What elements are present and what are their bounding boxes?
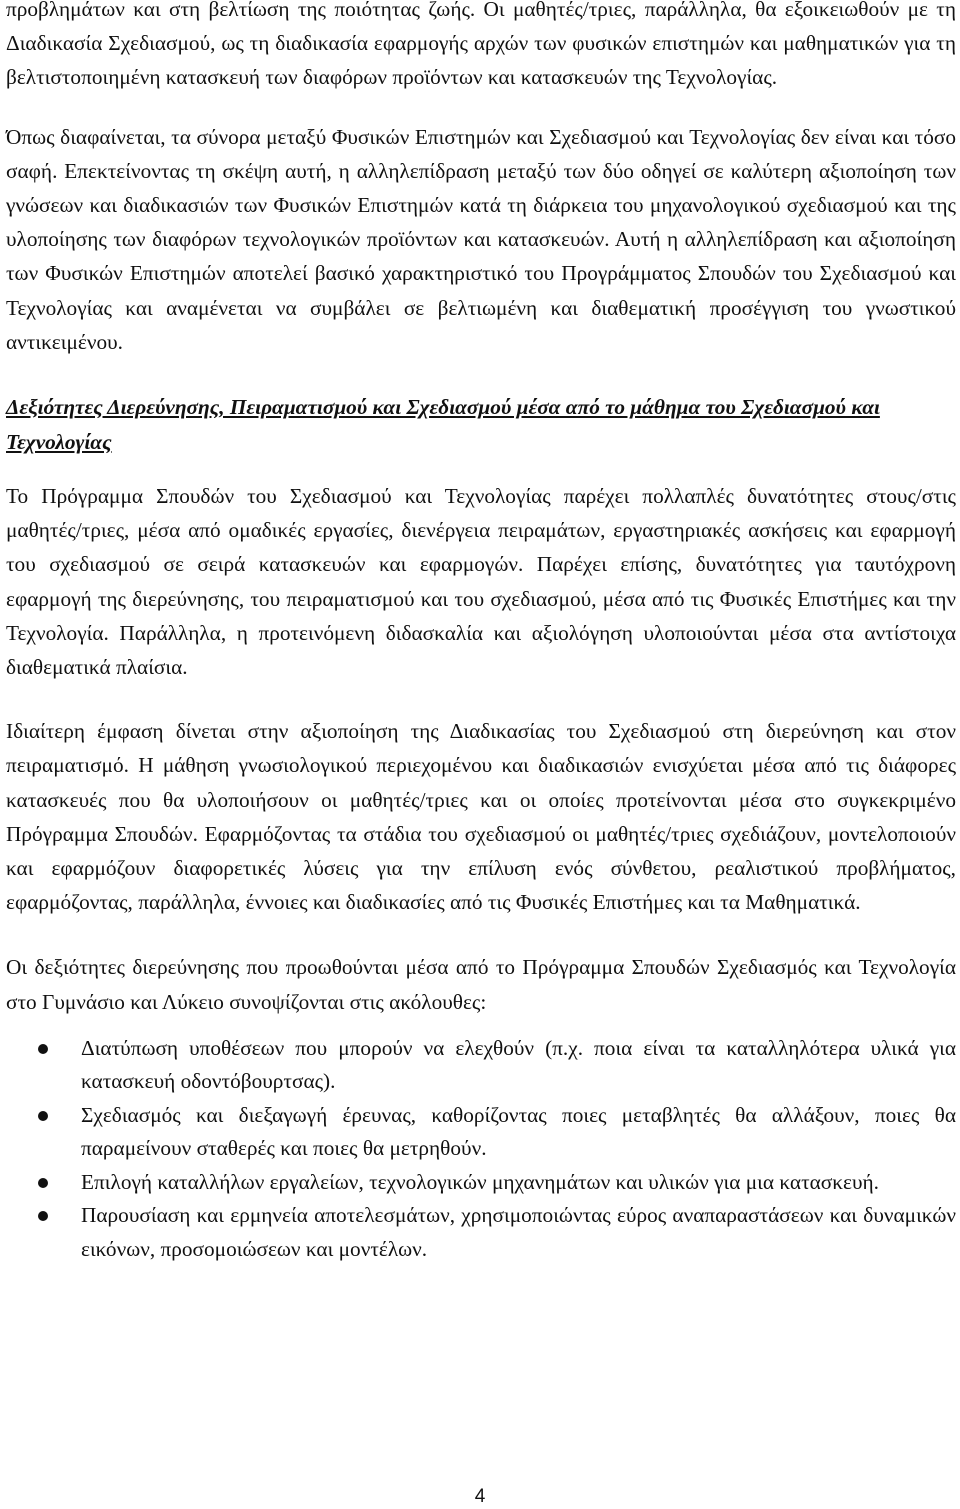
- list-item: [6, 1166, 956, 1200]
- section-heading: Δεξιότητες Διερεύνησης, Πειραματισμού και Σχεδιασμού μέσα από το μάθημα του Σχεδιασμού και Τεχνολογίας: [6, 395, 880, 455]
- section-paragraph-1: Το Πρόγραμμα Σπουδών του Σχεδιασμού και Τεχνολογίας παρέχει πολλαπλές δυνατότητες στους/στις μαθητές/τριες, μέσα από ομαδικές εργασίες, διενέργεια πειραμάτων, εργαστηριακές ασκήσεις και εφαρμογή του σχεδιασμού σε σειρά κατασκευών και εφαρμογών. Παρέχει επίσης, δυνατότητες για ταυτόχρονη εφαρμογή της διερεύνησης, του πειραματισμού και του σχεδιασμού, μέσα από τις Φυσικές Επιστήμες και την Τεχνολογία. Παράλληλα, η προτεινόμενη διδασκαλία και αξιολόγηση υλοποιούνται μέσα στα αντίστοιχα διαθεματικά πλαίσια.: [6, 484, 956, 680]
- bullet-dot-icon: [38, 1178, 48, 1188]
- section-paragraph-2: Ιδιαίτερη έμφαση δίνεται στην αξιοποίηση της Διαδικασίας του Σχεδιασμού στη διερεύνηση και στον πειραματισμό. Η μάθηση γνωσιολογικού περιεχομένου και διαδικασιών ενισχύεται μέσα από τις διάφορες κατασκευές που θα υλοποιήσουν οι μαθητές/τριες και οι οποίες προτείνονται μέσα στο συγκεκριμένο Πρόγραμμα Σπουδών. Εφαρμόζοντας τα στάδια του σχεδιασμού οι μαθητές/τριες σχεδιάζουν, μοντελοποιούν και εφαρμόζουν διαφορετικές λύσεις για την επίλυση ενός σύνθετου, ρεαλιστικού προβλήματος, εφαρμόζοντας, παράλληλα, έννοιες και διαδικασίες από τις Φυσικές Επιστήμες και τα Μαθηματικά.: [6, 719, 956, 915]
- list-item-text: Παρουσίαση και ερμηνεία αποτελεσμάτων, χρησιμοποιώντας εύρος αναπαραστάσεων και δυναμικών εικόνων, προσομοιώσεων και μοντέλων.: [81, 1203, 956, 1261]
- bullet-dot-icon: [38, 1211, 48, 1221]
- section-paragraph-3: Οι δεξιότητες διερεύνησης που προωθούνται μέσα από το Πρόγραμμα Σπουδών Σχεδιασμός και Τεχνολογία στο Γυμνάσιο και Λύκειο συνοψίζονται στις ακόλουθες:: [6, 955, 956, 1014]
- list-item: [6, 1099, 956, 1166]
- list-item-text: Διατύπωση υποθέσεων που μπορούν να ελεχθούν (π.χ. ποια είναι τα καταλληλότερα υλικά για κατασκευή οδοντόβουρτσας).: [81, 1035, 956, 1094]
- body-paragraph-1: προβλημάτων και στη βελτίωση της ποιότητας ζωής. Οι μαθητές/τριες, παράλληλα, θα εξοικειωθούν με τη Διαδικασία Σχεδιασμού, ως τη διαδικασία εφαρμογής αρχών των φυσικών επιστημών και μαθηματικών για τη βελτιστοποιημένη κατασκευή των διαφόρων προϊόντων και κατασκευών της Τεχνολογίας.: [6, 0, 956, 90]
- page-number: 4: [474, 1486, 486, 1507]
- list-item-text: Επιλογή καταλλήλων εργαλείων, τεχνολογικών μηχανημάτων και υλικών για μια κατασκευή.: [81, 1169, 879, 1194]
- document-page: [6, 0, 956, 1266]
- bullet-dot-icon: [38, 1044, 48, 1054]
- list-item: [6, 1032, 956, 1099]
- bullet-dot-icon: [38, 1111, 48, 1121]
- body-paragraph-2: Όπως διαφαίνεται, τα σύνορα μεταξύ Φυσικών Επιστημών και Σχεδιασμού και Τεχνολογίας δεν είναι και τόσο σαφή. Επεκτείνοντας τη σκέψη αυτή, η αλληλεπίδραση μεταξύ των δύο οδηγεί σε καλύτερη αξιοποίηση των γνώσεων και διαδικασιών των Φυσικών Επιστημών κατά τη διάρκεια του μηχανολογικού σχεδιασμού και της υλοποίησης των διαφόρων τεχνολογικών προϊόντων και κατασκευών. Αυτή η αλληλεπίδραση και αξιοποίηση των Φυσικών Επιστημών αποτελεί βασικό χαρακτηριστικό του Προγράμματος Σπουδών του Σχεδιασμού και Τεχνολογίας και αναμένεται να συμβάλει σε βελτιωμένη και διαθεματική προσέγγιση του γνωστικού αντικειμένου.: [6, 124, 956, 354]
- skills-bullet-list: [6, 1032, 956, 1267]
- list-item: [6, 1199, 956, 1266]
- list-item-text: Σχεδιασμός και διεξαγωγή έρευνας, καθορίζοντας ποιες μεταβλητές θα αλλάξουν, ποιες θα παραμείνουν σταθερές και ποιες θα μετρηθούν.: [81, 1102, 956, 1161]
